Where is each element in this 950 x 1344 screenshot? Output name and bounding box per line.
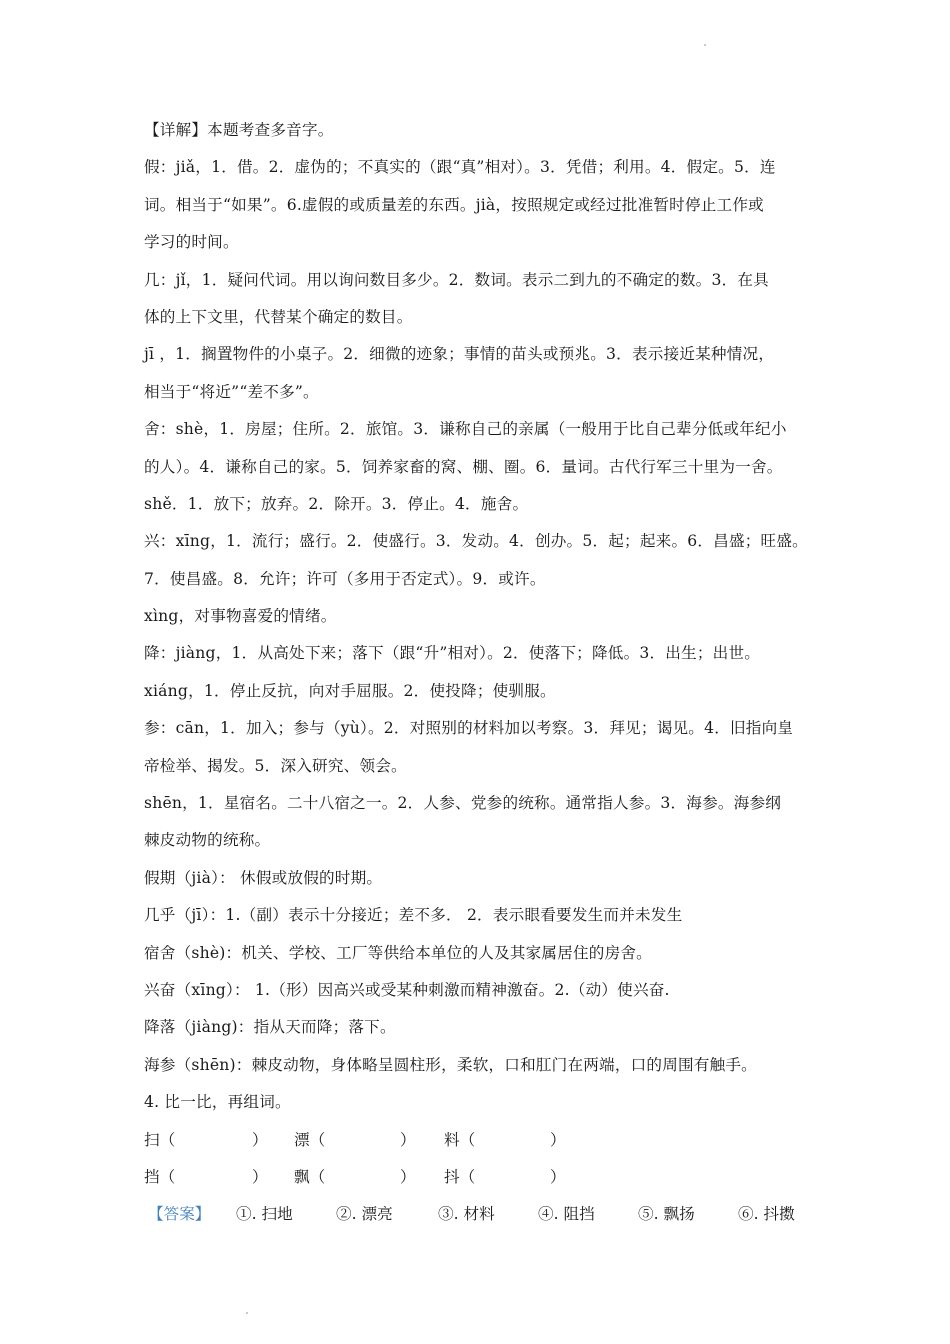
text-line: 的人）。4．谦称自己的家。5．饲养家畜的窝、棚、圈。6．量词。古代行军三十里为一舍。 [144,457,783,476]
exercise-item-open: 料（ [444,1130,476,1149]
text-line: 相当于“将近”“差不多”。 [144,382,319,401]
text-line: 海参（shēn)：棘皮动物，身体略呈圆柱形，柔软，口和肛门在两端，口的周围有触手。 [144,1055,757,1074]
exercise-item-open: 挡（ [144,1167,176,1186]
text-line: 体的上下文里，代替某个确定的数目。 [144,307,413,326]
exercise-row [144,1159,808,1196]
text-line: 降：jiàng，1．从高处下来；落下（跟“升”相对）。2．使落下；降低。3．出生；出世。 [144,644,761,663]
text-line: 参：cān，1．加入；参与（yù）。2．对照别的材料加以考察。3．拜见；谒见。4．旧指向皇 [144,719,794,738]
exercise-item-close: ） [550,1130,566,1149]
exercise-item-open: 扫（ [144,1130,176,1149]
text-line: 帝检举、揭发。5．深入研究、领会。 [144,756,407,775]
text-line: 假期（jià）： 休假或放假的时期。 [144,868,383,887]
answer-item: ⑥. 抖擞 [738,1205,795,1224]
exercise-item-open: 漂（ [294,1130,326,1149]
text-line: xìng，对事物喜爱的情绪。 [144,607,337,626]
text-line: shēn，1．星宿名。二十八宿之一。2．人参、党参的统称。通常指人参。3．海参。海参纲 [144,794,782,813]
answer-row [144,1196,808,1233]
answer-item: ⑤. 飘扬 [638,1205,695,1224]
exercise-item-open: 抖（ [444,1167,476,1186]
exercise-item-open: 飘（ [294,1167,326,1186]
text-line: 假：jiǎ，1．借。2．虚伪的；不真实的（跟“真”相对）。3．凭借；利用。4．假定。5．连 [144,158,776,177]
text-line: 几乎（jī）：1.（副）表示十分接近；差不多． 2．表示眼看要发生而并未发生 [144,906,683,925]
answer-item: ①. 扫地 [236,1205,293,1224]
text-line: 宿舍（shè)：机关、学校、工厂等供给本单位的人及其家属居住的房舍。 [144,943,652,962]
text-line: 词。相当于“如果”。6.虚假的或质量差的东西。jià，按照规定或经过批准暂时停止工作或 [144,195,764,214]
text-line: 舍：shè，1．房屋；住所。2．旅馆。3．谦称自己的亲属（一般用于比自己辈分低或年纪小 [144,420,787,439]
text-line: xiáng，1．停止反抗，向对手屈服。2．使投降；使驯服。 [144,681,556,700]
answer-item: ③. 材料 [438,1205,495,1224]
text-line: 7．使昌盛。8．允许；许可（多用于否定式）。9．或许。 [144,569,546,588]
question-heading: 4. 比一比，再组词。 [144,1093,291,1112]
exercise-row [144,1122,808,1159]
exercise-item-close: ） [400,1130,416,1149]
text-line: 几：jǐ，1．疑问代词。用以询问数目多少。2．数词。表示二到九的不确定的数。3．在具 [144,270,769,289]
content-body [144,112,808,1234]
text-line: 兴：xīng，1．流行；盛行。2．使盛行。3．发动。4．创办。5．起；起来。6．昌盛；旺盛。 [144,532,808,551]
text-line: 棘皮动物的统称。 [144,831,271,850]
decorative-dot-top [704,44,706,46]
exercise-item-close: ） [550,1167,566,1186]
text-line: 【详解】本题考查多音字。 [144,121,334,139]
exercise-item-close: ） [252,1130,268,1149]
text-line: 兴奋（xīng）： 1.（形）因高兴或受某种刺激而精神激奋。2.（动）使兴奋. [144,980,670,999]
exercise-item-close: ） [252,1167,268,1186]
text-line: 学习的时间。 [144,233,239,252]
text-line: 降落（jiàng)：指从天而降；落下。 [144,1018,396,1037]
answer-item: ④. 阻挡 [538,1205,595,1224]
answer-item: ②. 漂亮 [336,1205,393,1224]
answer-label: 【答案】 [148,1205,211,1224]
text-line: shě．1．放下；放弃。2．除开。3．停止。4．施舍。 [144,494,529,513]
decorative-dot-bottom [246,1312,248,1314]
exercise-item-close: ） [400,1167,416,1186]
text-line: jī ，1．搁置物件的小桌子。2．细微的迹象；事情的苗头或预兆。3．表示接近某种情况， [144,345,775,364]
